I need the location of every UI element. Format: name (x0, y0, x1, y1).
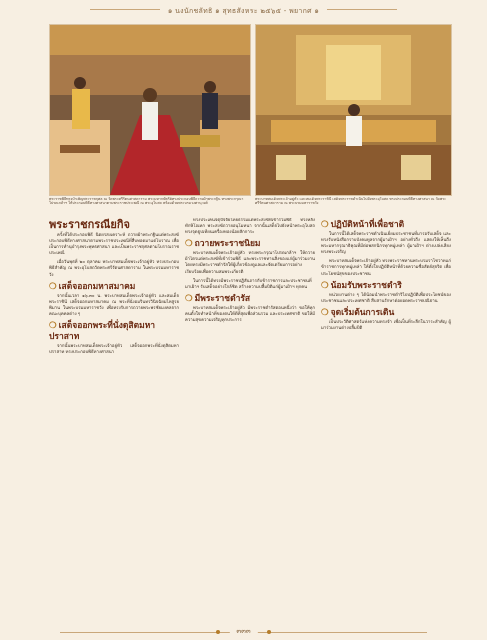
section-heading-text: มีพระราชดำรัส (194, 293, 251, 304)
photo-right-caption: พระบาทสมเด็จพระเจ้าอยู่หัว และสมเด็จพระราชินี เสด็จพระราชดำเนินไปยังพระอุโบสถ ทรงประกอบพิธีทางศาสนา ณ วัดพระศรีรัตนศาสดาราม ณ พระบรมมหาราชวัง (255, 197, 447, 206)
text-column-1 (49, 218, 179, 623)
section-heading-text: เสด็จออกมหาสมาคม (58, 281, 136, 292)
photo-left-caption: พระราชพิธีทรงบำเพ็ญพระราชกุศล ณ วัดพระศรีรัตนศาสดาราม พระมหากษัตริย์ทรงประกอบพิธีถวายผ้าพระกฐิน ทรงพระกรุณาโปรดเกล้าฯ ให้ประกอบพิธีทางศาสนาตามพระราชประเพณี ณ พระอุโบสถ พร้อมด้วยพระบรมวงศานุวงศ์ (49, 197, 244, 206)
page-number: ๓๓๓ (229, 626, 257, 637)
section-bullet-icon: ❍ (185, 293, 193, 304)
body-paragraph: ทรงประเคนจตุปัจจัยไทยธรรมแด่พระสงฆ์ที่เข้าร่วมพิธี ทรงหลั่งทักษิโณทก พระสงฆ์ถวายอนุโมทนา จากนั้นเสด็จไปยังหน้าพระอุโบสถ ทรงจุดธูปเทียนเครื่องทองน้อยสักการะ (185, 218, 315, 236)
body-paragraph: หน่วยงานต่าง ๆ ได้น้อมนำพระราชดำริไปปฏิบัติเพื่อประโยชน์ของประชาชนและประเทศชาติ สืบสานรักษาต่อยอดพระราชปณิธาน (321, 292, 451, 304)
body-paragraph: ในการนี้ได้ทรงมีพระราชปฏิสันถารกับข้าราชการและประชาชนที่มาเฝ้าฯ รับเสด็จอย่างใกล้ชิด สร้างความปลื้มปีติแก่ผู้มาเฝ้าฯ ทุกคน (185, 278, 312, 290)
text-column-2 (185, 218, 315, 623)
text-column-3 (321, 218, 451, 623)
body-paragraph: จากนั้นเวลา ๑๖.๓๐ น. พระบาทสมเด็จพระเจ้าอยู่หัว และสมเด็จพระราชินี เสด็จออกมหาสมาคม ณ พระที่นั่งอมรินทรวินิจฉัยมไหสูรยพิมาน ในพระบรมมหาราชวัง เพื่อทรงรับการถวายพระพรชัยมงคลจากคณะบุคคลต่าง ๆ (49, 293, 179, 317)
ceremony-photo-right (255, 24, 452, 196)
section-bullet-icon: ❍ (321, 280, 329, 291)
body-paragraph: ในการนี้ได้เสด็จพระราชดำเนินเยี่ยมประชาชนที่มารอรับเสด็จ และทรงรับหนังสือกราบบังคมทูลจากผู้มาเฝ้าฯ อย่างทั่วถึง แสดงให้เห็นถึงพระมหากรุณาธิคุณที่มีต่อพสกนิกรทุกหมู่เหล่า ผู้มาเฝ้าฯ ต่างเปล่งเสียงทรงพระเจริญ (321, 232, 451, 256)
section-heading (49, 321, 179, 343)
section-heading (49, 282, 179, 293)
body-paragraph: เป็นประวัติศาสตร์แห่งความทรงจำ เพื่อเป็นที่ระลึกในวาระสำคัญ ผู้มาร่วมงานต่างปลื้มปีติ (321, 319, 451, 331)
body-paragraph: จากนั้นพระบาทสมเด็จพระเจ้าอยู่หัว เสด็จออกพระที่นั่งดุสิตมหาปราสาท ทรงประกอบพิธีทางศาสนา (49, 344, 179, 356)
ceremony-photo-left (49, 24, 251, 196)
body-paragraph: พระบาทสมเด็จพระเจ้าอยู่หัว มีพระราชดำรัสตอนหนึ่งว่า ขอให้ทุกคนตั้งใจทำหน้าที่ของตนให้ดีที่สุดเพื่อส่วนรวม และประเทศชาติ ขอให้มีความสุขความเจริญทุกประการ (185, 305, 315, 324)
section-heading (185, 239, 315, 250)
footer-ornament (267, 630, 271, 634)
body-paragraph: เมื่อวันพุธที่ ๒๐ ตุลาคม พระบาทสมเด็จพระเจ้าอยู่หัว ทรงประกอบพิธีสำคัญ ณ พระอุโบสถวัดพระศรีรัตนศาสดาราม ในพระบรมมหาราชวัง (49, 260, 179, 278)
body-paragraph: พระบาทสมเด็จพระเจ้าอยู่หัว ทรงพระกรุณาโปรดเกล้าฯ ให้ถวายผ้าไตรแด่พระสงฆ์ที่เข้าร่วมพิธี และพระราชทานสิ่งของแก่ผู้มาร่วมงาน โดยทรงมีพระราชดำรัสให้ผู้เกี่ยวข้องดูแลและจัดเตรียมการอย่างเรียบร้อยเพื่อความสมพระเกียรติ (185, 251, 315, 275)
section-heading-text: เสด็จออกพระที่นั่งดุสิตมหาปราสาท (49, 321, 156, 343)
footer-ornament (216, 630, 220, 634)
section-heading-text: ถวายพระราชนิยม (194, 239, 261, 250)
page-header (0, 0, 487, 22)
section-bullet-icon: ❍ (49, 281, 57, 292)
page-footer (0, 626, 487, 638)
section-bullet-icon: ❍ (321, 220, 329, 230)
section-heading (321, 220, 451, 231)
section-bullet-icon: ❍ (185, 239, 193, 250)
section-heading-text: จุดเริ่มต้นการเดิน (330, 307, 395, 318)
section-heading-text: น้อมรับพระราชดำริ (330, 280, 402, 291)
section-heading-text: ปฏิบัติหน้าที่เพื่อชาติ (330, 220, 405, 230)
section-heading (321, 281, 451, 292)
section-heading (321, 308, 451, 319)
header-text: ๑ นงนักชลัทธิ ๑ สุทธสังหระ ๒๕๖๕ - พยากศ ๑ (160, 6, 327, 17)
section-bullet-icon: ❍ (49, 321, 57, 332)
section-heading (185, 294, 315, 305)
article-title: พระราชกรณียกิจ (49, 218, 130, 231)
body-paragraph: พระบาทสมเด็จพระเจ้าอยู่หัว ทรงพระราชทานพระบรมราโชวาทแก่ข้าราชการทุกหมู่เหล่า ให้ตั้งใจปฏิบัติหน้าที่ด้วยความซื่อสัตย์สุจริต เพื่อประโยชน์สุขของประชาชน (321, 259, 451, 277)
section-bullet-icon: ❍ (321, 307, 329, 318)
body-paragraph: ครั้งที่ได้ประกอบพิธี นิตยรสงเคราะห์ ถวายผ้าพระกฐินแด่พระสงฆ์ ประกอบพิธีทางศาสนาตามพระราชประเพณีที่สืบทอดมาแต่โบราณ เพื่อเป็นการทำนุบำรุงพระพุทธศาสนา และเป็นพระราชกุศลตามโบราณราชประเพณี (49, 233, 179, 257)
